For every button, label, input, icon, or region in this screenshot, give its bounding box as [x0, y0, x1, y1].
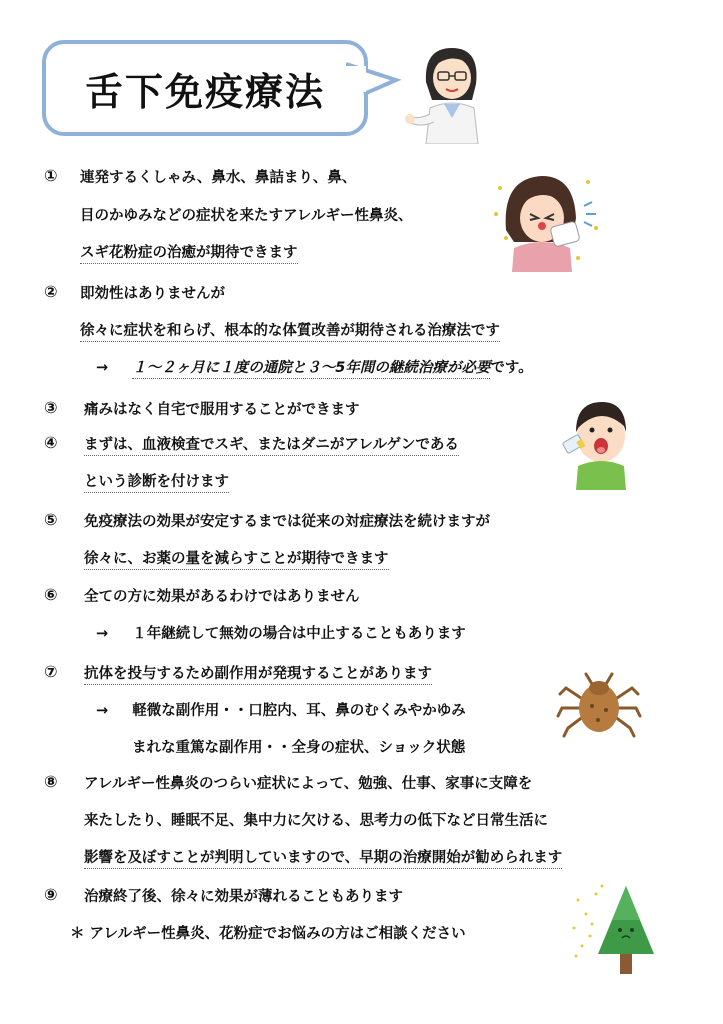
dust-mite-illustration — [556, 670, 642, 740]
item-8-line-3-text: 影響を及ぼすことが判明していますので、早期の治療開始が勧められます — [84, 850, 562, 869]
cedar-tree-illustration — [568, 880, 664, 976]
arrow-icon: → — [96, 703, 109, 719]
item-3-line-1: 痛みはなく自宅で服用することができます — [84, 402, 360, 418]
item-2-line-2-text: 徐々に症状を和らげ、根本的な体質改善が期待される治療法です — [80, 323, 500, 342]
item-number-1: ① — [44, 166, 58, 185]
item-number-2: ② — [44, 282, 58, 301]
item-7-line-1 — [84, 664, 432, 684]
item-number-9: ⑨ — [44, 885, 58, 904]
item-4-line-1 — [84, 435, 459, 455]
item-number-6: ⑥ — [44, 585, 58, 604]
item-9-line-1: 治療終了後、徐々に効果が薄れることもあります — [84, 889, 403, 905]
item-6-sub — [96, 624, 466, 644]
consultation-note: ＊ アレルギー性鼻炎、花粉症でお悩みの方はご相談ください — [70, 926, 466, 942]
item-number-3: ③ — [44, 398, 58, 417]
item-7-sub-1 — [96, 701, 466, 721]
arrow-icon: → — [96, 626, 109, 642]
item-number-5: ⑤ — [44, 510, 58, 529]
item-4-line-2-text: という診断を付けます — [84, 474, 229, 493]
item-2-line-2 — [80, 321, 500, 341]
item-4-line-1-text: まずは、血液検査でスギ、またはダニがアレルゲンである — [84, 437, 459, 456]
item-5-line-2 — [84, 549, 389, 569]
item-7-sub-1-text: 軽微な副作用・・口腔内、耳、鼻のむくみやかゆみ — [132, 703, 466, 719]
item-6-line-1: 全ての方に効果があるわけではありません — [84, 589, 360, 605]
item-8-line-2: 来たしたり、睡眠不足、集中力に欠ける、思考力の低下など日常生活に — [84, 813, 548, 829]
item-4-line-2 — [84, 472, 229, 492]
item-6-sub-text: １年継続して無効の場合は中止することもあります — [132, 626, 466, 642]
boy-medicine-illustration — [558, 398, 638, 490]
item-1-line-3-text: スギ花粉症の治癒が期待できます — [80, 245, 298, 264]
item-number-7: ⑦ — [44, 662, 58, 681]
item-2-sub-tail: です。 — [490, 360, 533, 376]
doctor-illustration — [404, 42, 494, 144]
item-7-line-1-text: 抗体を投与するため副作用が発現することがあります — [84, 666, 432, 685]
item-2-sub-emphasis: １～２ヶ月に１度の通院と３～5年間の継続治療が必要 — [132, 360, 490, 379]
arrow-icon: → — [96, 360, 109, 376]
item-7-sub-2: まれな重篤な副作用・・全身の症状、ショック状態 — [132, 740, 466, 756]
item-number-8: ⑧ — [44, 772, 58, 791]
item-number-4: ④ — [44, 433, 58, 452]
item-1-line-3 — [80, 243, 298, 263]
bubble-tail — [346, 60, 406, 100]
page-title: 舌下免疫療法 — [84, 69, 325, 114]
item-5-line-1: 免疫療法の効果が安定するまでは従来の対症療法を続けますが — [84, 514, 490, 530]
title-bubble — [42, 40, 368, 136]
item-8-line-3 — [84, 848, 562, 868]
item-1-line-2: 目のかゆみなどの症状を来たすアレルギー性鼻炎、 — [80, 208, 413, 224]
item-8-line-1: アレルギー性鼻炎のつらい症状によって、勉強、仕事、家事に支障を — [84, 776, 533, 792]
item-2-sub — [96, 358, 533, 378]
item-1-line-1: 連発するくしゃみ、鼻水、鼻詰まり、鼻、 — [80, 170, 357, 186]
sneezing-woman-illustration — [492, 168, 602, 272]
item-5-line-2-text: 徐々に、お薬の量を減らすことが期待できます — [84, 551, 389, 570]
item-2-line-1: 即効性はありませんが — [80, 286, 225, 302]
